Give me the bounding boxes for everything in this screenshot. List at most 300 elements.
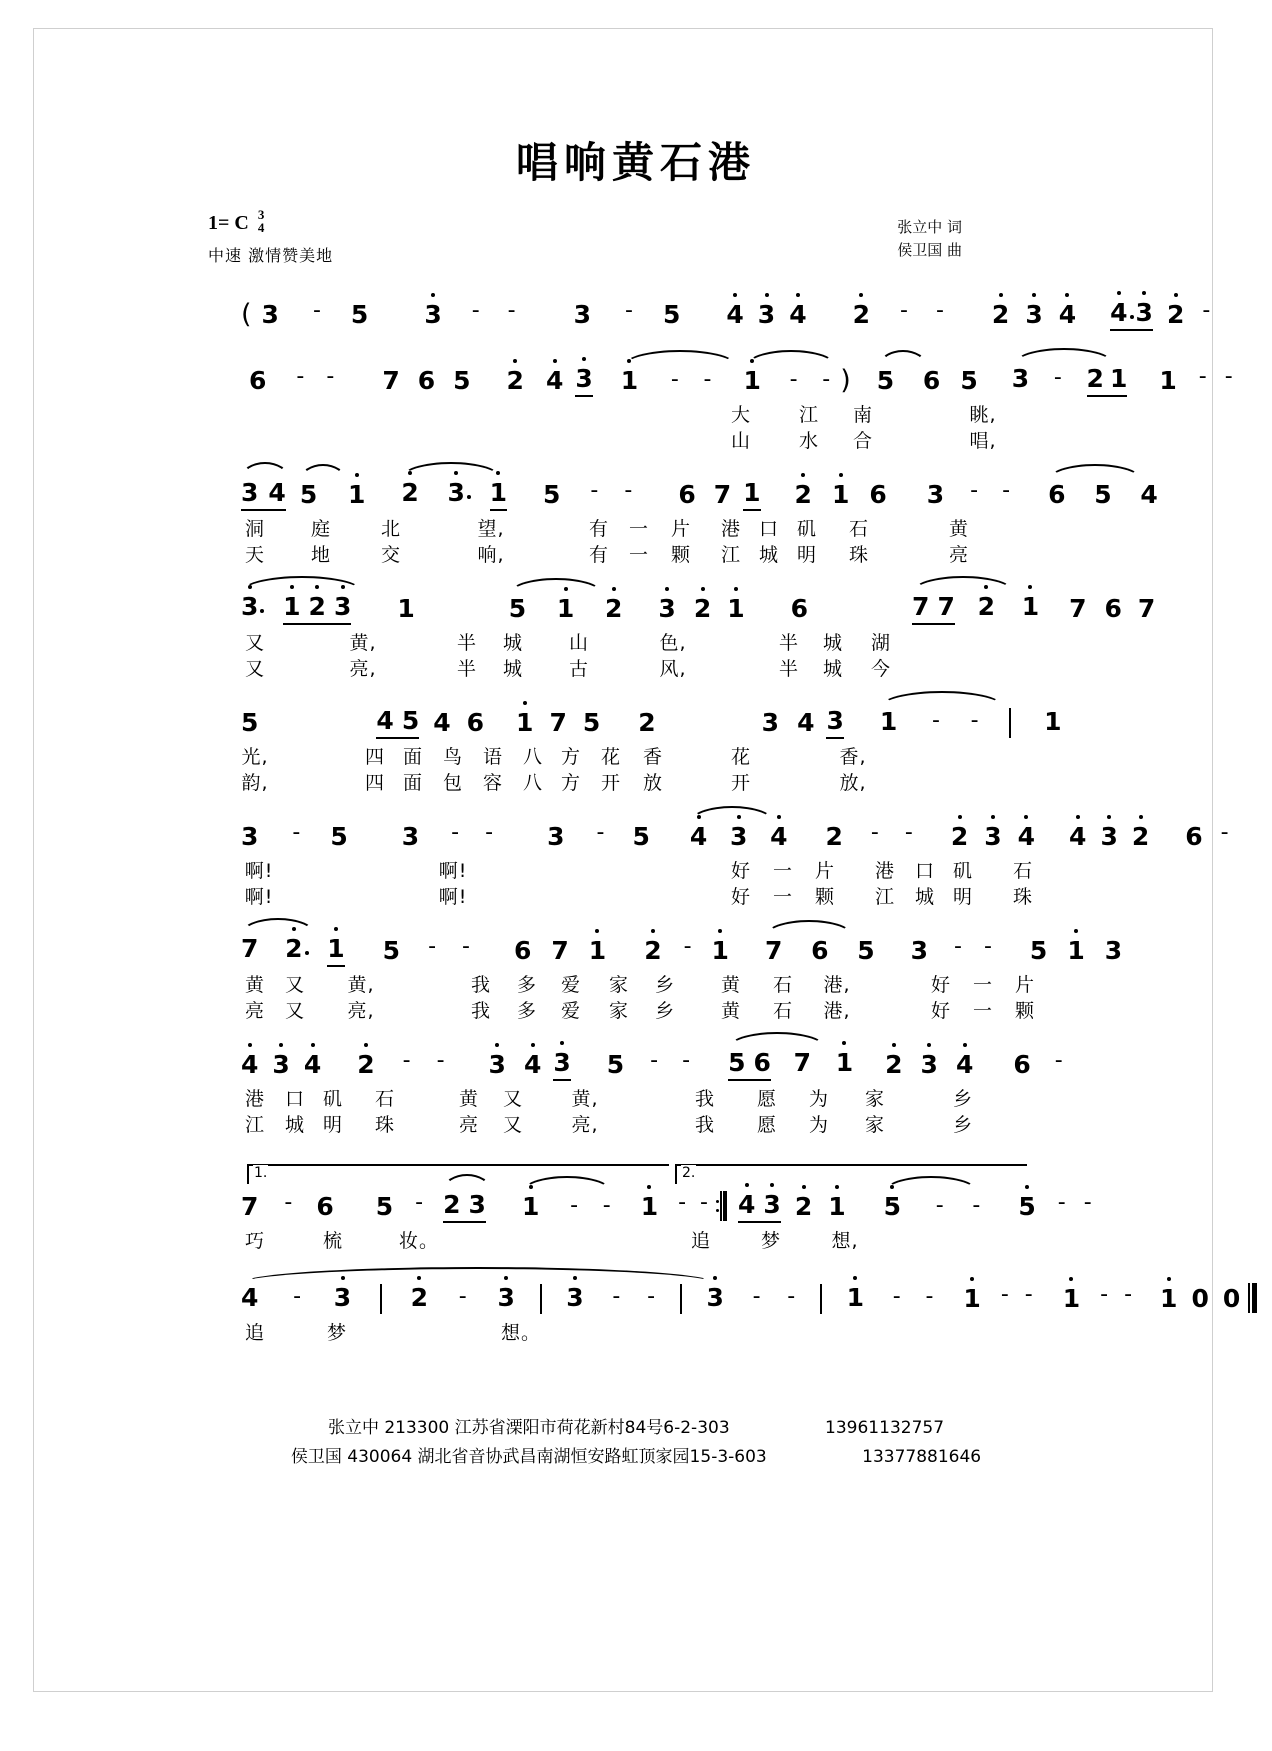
rest: 0 <box>1222 1283 1241 1313</box>
sustain-dash: - <box>602 1192 611 1218</box>
note: 4 <box>241 1282 259 1312</box>
lyrics-line-2-row-2 <box>241 426 1031 452</box>
slur <box>1048 464 1142 480</box>
lyrics-line-7-row-2 <box>241 996 1036 1022</box>
sustain-dash: - <box>935 298 944 323</box>
staff-line-7 <box>241 930 1123 970</box>
staff-line-10 <box>241 1278 1241 1318</box>
credits-block <box>897 216 962 261</box>
lyric-syllable: 半 <box>778 658 800 680</box>
lyric-syllable: 容 <box>482 772 504 794</box>
key-signature <box>208 207 333 239</box>
lyric-syllable: 又 <box>244 632 266 654</box>
lyric-syllable: 望, <box>477 518 505 540</box>
lyric-syllable: 明 <box>796 544 818 566</box>
barline <box>820 1284 822 1314</box>
lyric-syllable: 花 <box>730 746 752 768</box>
staff-line-2 <box>241 360 1233 400</box>
lyric-syllable: 好 <box>730 860 752 882</box>
lyric-syllable: 包 <box>442 772 464 794</box>
note: 6 <box>316 1191 334 1221</box>
lyric-syllable: 亮 <box>244 1000 266 1022</box>
lyric-syllable: 风, <box>659 658 687 680</box>
lyric-syllable: 有 <box>588 544 610 566</box>
sustain-dash: - <box>752 1283 761 1309</box>
sustain-dash: - <box>1057 1190 1066 1215</box>
note: 6 <box>811 935 829 965</box>
lyric-syllable: 城 <box>284 1114 306 1136</box>
lyric-syllable: 庭 <box>310 518 332 540</box>
lyric-syllable: 山 <box>730 430 752 452</box>
note: 6 <box>869 479 887 509</box>
note: 3 <box>920 1049 938 1079</box>
lyric-syllable: 天 <box>244 544 266 566</box>
lyric-syllable: 古 <box>568 658 590 680</box>
lyrics-line-3-row-2 <box>241 540 1031 566</box>
note: 5 <box>876 365 895 395</box>
note: 4 <box>433 707 451 737</box>
lyrics-line-9-row-1 <box>241 1226 1031 1252</box>
lyric-syllable: 放, <box>839 772 867 794</box>
lyric-syllable: 妆。 <box>398 1230 440 1252</box>
note: 2 <box>950 821 969 851</box>
note: 1 <box>963 1283 981 1313</box>
lyric-syllable: 多 <box>516 974 538 996</box>
composer-address: 侯卫国 430064 湖北省音协武昌南湖恒安路虹顶家园15-3-603 <box>290 1446 767 1467</box>
lyric-syllable: 梦 <box>326 1322 348 1344</box>
lyric-syllable: 啊! <box>244 886 274 908</box>
note: 2 <box>638 707 656 737</box>
note: 2 <box>693 593 712 623</box>
note: 3 <box>1100 821 1118 851</box>
lyric-syllable: 梦 <box>760 1230 782 1252</box>
sustain-dash: - <box>935 1192 944 1218</box>
note: 7 <box>713 479 732 509</box>
barline <box>1009 708 1011 738</box>
note: 1 <box>831 479 850 509</box>
lyricist-phone: 13961132757 <box>825 1418 945 1438</box>
lyric-syllable: 亮, <box>571 1114 599 1136</box>
note: 4 <box>241 1049 259 1079</box>
note: 2 <box>852 299 871 329</box>
lyric-syllable: 口 <box>914 860 936 882</box>
note: 2 <box>977 591 995 621</box>
lyric-syllable: 矶 <box>322 1088 344 1110</box>
note: 6 <box>922 365 941 395</box>
note: 4 <box>268 477 286 507</box>
barline <box>540 1284 542 1314</box>
note: 3 <box>984 821 1002 851</box>
slur <box>241 462 289 478</box>
note: 1 <box>743 477 761 507</box>
note: 2 <box>794 479 812 509</box>
lyric-syllable: 港 <box>720 518 742 540</box>
note: 1 <box>828 1191 846 1221</box>
lyricist-address: 张立中 213300 江苏省溧阳市荷花新村84号6-2-303 <box>327 1418 730 1438</box>
beam-group <box>728 1048 771 1081</box>
note: 2 <box>410 1282 429 1312</box>
sustain-dash: - <box>787 1283 796 1309</box>
note: 6 <box>753 1047 771 1077</box>
note: 2 <box>401 477 419 507</box>
note: 2 <box>885 1049 903 1079</box>
lyric-syllable: 亮, <box>347 1000 375 1022</box>
beam-group <box>826 706 843 739</box>
barline <box>380 1284 382 1314</box>
note: 1 <box>640 1191 659 1221</box>
lyric-syllable: 为 <box>808 1114 830 1136</box>
note: 5 <box>453 365 471 395</box>
note: 1 <box>521 1191 540 1221</box>
lyric-syllable: 啊! <box>438 886 468 908</box>
lyric-syllable: 黄 <box>948 518 970 540</box>
note: 1 <box>489 477 507 507</box>
lyric-syllable: 珠 <box>848 544 870 566</box>
slur <box>623 350 737 366</box>
lyric-syllable: 家 <box>608 974 630 996</box>
note: 6 <box>513 935 532 965</box>
lyric-syllable: 韵, <box>241 772 269 794</box>
sustain-dash: - <box>1100 1282 1109 1307</box>
lyric-syllable: 山 <box>568 632 590 654</box>
sustain-dash: - <box>1198 364 1207 389</box>
sustain-dash: - <box>678 1190 687 1215</box>
note: 5 <box>330 821 348 851</box>
lyric-syllable: 一 <box>772 860 794 882</box>
lyrics-line-10-row-1 <box>241 1318 1031 1344</box>
lyric-syllable: 追 <box>244 1322 266 1344</box>
lyric-syllable: 又 <box>284 1000 306 1022</box>
note: 2 <box>443 1189 461 1219</box>
note: 6 <box>417 365 436 395</box>
note: 4 <box>1140 479 1158 509</box>
note: 3 <box>261 299 279 329</box>
lyric-syllable: 半 <box>778 632 800 654</box>
slur <box>746 350 836 366</box>
lyric-syllable: 亮 <box>948 544 970 566</box>
beam-group <box>443 1190 486 1223</box>
note: 6 <box>1185 821 1203 851</box>
lyric-syllable: 我 <box>694 1088 716 1110</box>
sustain-dash: - <box>682 1048 691 1073</box>
lyric-syllable: 方 <box>560 746 582 768</box>
lyric-syllable: 矶 <box>796 518 818 540</box>
lyric-syllable: 眺, <box>969 404 997 426</box>
lyric-syllable: 一 <box>628 544 650 566</box>
beam-group <box>575 364 592 397</box>
note: 3 <box>575 363 593 393</box>
lyric-syllable: 又 <box>244 658 266 680</box>
lyrics-line-8-row-2 <box>241 1110 1031 1136</box>
lyric-syllable: 多 <box>516 1000 538 1022</box>
note: 1 <box>835 1047 854 1077</box>
note: 3 <box>333 591 352 621</box>
time-numerator: 3 <box>257 207 265 222</box>
sustain-dash: - <box>789 366 798 392</box>
lyric-syllable: 香, <box>839 746 867 768</box>
note: 1 <box>1160 1283 1178 1313</box>
lyrics-line-5-row-2 <box>241 768 1031 794</box>
lyric-syllable: 四 <box>364 746 386 768</box>
lyric-syllable: 响, <box>477 544 505 566</box>
open-paren: ( <box>241 298 252 330</box>
note: 1 <box>283 591 301 621</box>
sustain-dash: - <box>650 1048 659 1073</box>
note: 3 <box>468 1189 486 1219</box>
sustain-dash: - <box>451 820 460 845</box>
lyric-syllable: 片 <box>814 860 836 882</box>
lyric-syllable: 啊! <box>438 860 468 882</box>
note: 4 <box>1110 297 1128 327</box>
lyric-syllable: 为 <box>808 1088 830 1110</box>
lyric-syllable: 石 <box>772 974 794 996</box>
note: 3 <box>497 1282 515 1312</box>
beam-group <box>241 478 286 511</box>
lyric-syllable: 花 <box>600 746 622 768</box>
first-ending-label: 1. <box>254 1165 268 1181</box>
note: 5 <box>582 707 601 737</box>
augmentation-dot <box>260 609 264 613</box>
note: 6 <box>249 365 267 395</box>
note: 5 <box>543 479 561 509</box>
lyric-syllable: 八 <box>522 746 544 768</box>
lyric-syllable: 又 <box>502 1088 524 1110</box>
augmentation-dot <box>1130 315 1134 319</box>
sustain-dash: - <box>1220 820 1229 845</box>
sustain-dash: - <box>670 366 679 392</box>
lyric-syllable: 我 <box>470 974 492 996</box>
sustain-dash: - <box>1054 1048 1063 1073</box>
note: 5 <box>728 1047 746 1077</box>
note: 5 <box>1018 1191 1036 1221</box>
note: 1 <box>1021 591 1040 621</box>
lyric-syllable: 黄, <box>347 974 375 996</box>
sustain-dash: - <box>415 1190 424 1215</box>
lyric-syllable: 黄, <box>571 1088 599 1110</box>
note: 7 <box>912 591 930 621</box>
note: 3 <box>424 299 442 329</box>
sustain-dash: - <box>1224 364 1233 389</box>
lyric-syllable: 地 <box>310 544 332 566</box>
lyric-syllable: 半 <box>456 632 478 654</box>
note: 5 <box>632 821 650 851</box>
lyric-syllable: 石 <box>1012 860 1034 882</box>
lyric-syllable: 黄, <box>349 632 377 654</box>
lyric-syllable: 片 <box>670 518 692 540</box>
note: 4 <box>1069 821 1087 851</box>
note: 2 <box>794 1191 813 1221</box>
note: 4 <box>523 1049 542 1079</box>
lyric-syllable: 港 <box>874 860 896 882</box>
lyric-syllable: 颗 <box>670 544 692 566</box>
lyric-syllable: 我 <box>470 1000 492 1022</box>
footer-contacts <box>0 1414 1272 1472</box>
sustain-dash: - <box>1202 298 1211 323</box>
sustain-dash: - <box>326 364 335 389</box>
sustain-dash: - <box>970 478 979 503</box>
lyrics-line-7-row-1 <box>241 970 1036 996</box>
slur <box>509 578 603 594</box>
note: 3 <box>926 479 945 509</box>
lyrics-line-4-row-1 <box>241 628 1031 654</box>
note: 1 <box>588 935 607 965</box>
note: 3 <box>333 1282 352 1312</box>
key-and-tempo-block <box>208 207 334 265</box>
note: 7 <box>1137 593 1156 623</box>
note: 6 <box>1048 479 1066 509</box>
staff-line-5 <box>241 702 1062 742</box>
sustain-dash: - <box>625 298 633 323</box>
note: 7 <box>551 935 569 965</box>
note: 3 <box>1104 935 1123 965</box>
lyric-syllable: 梳 <box>322 1230 344 1252</box>
lyric-syllable: 黄 <box>458 1088 480 1110</box>
footer-row-lyricist <box>0 1414 1272 1443</box>
note: 2 <box>991 299 1010 329</box>
lyric-syllable: 方 <box>560 772 582 794</box>
note: 5 <box>382 935 401 965</box>
slur <box>241 918 315 934</box>
note: 6 <box>678 479 696 509</box>
staff-line-3 <box>241 474 1158 514</box>
key-symbol: 1 <box>208 212 218 234</box>
lyric-syllable: 江 <box>874 886 896 908</box>
note: 3 <box>573 299 592 329</box>
sustain-dash: - <box>1124 1282 1133 1307</box>
note: 3 <box>241 821 259 851</box>
slur <box>241 1267 715 1283</box>
note: 7 <box>1069 593 1087 623</box>
lyric-syllable: 城 <box>502 658 524 680</box>
note: 6 <box>790 593 809 623</box>
beam-group <box>490 478 507 511</box>
staff-line-8 <box>241 1044 1063 1084</box>
note: 5 <box>960 365 978 395</box>
lyric-syllable: 语 <box>482 746 504 768</box>
composer-phone: 13377881646 <box>862 1446 982 1467</box>
note: 5 <box>883 1191 902 1221</box>
note: 1 <box>879 706 898 736</box>
note: 5 <box>299 479 318 509</box>
note: 5 <box>606 1049 625 1079</box>
note: 3 <box>401 821 420 851</box>
lyric-syllable: 乡 <box>952 1114 974 1136</box>
sustain-dash: - <box>954 934 962 959</box>
sustain-dash: - <box>647 1283 656 1309</box>
lyric-syllable: 愿 <box>756 1114 778 1136</box>
sustain-dash: - <box>507 298 516 323</box>
note: 2 <box>1131 821 1150 851</box>
sustain-dash: - <box>1000 1282 1009 1307</box>
lyric-syllable: 黄 <box>720 974 742 996</box>
beam-group <box>743 478 760 511</box>
lyric-syllable: 明 <box>322 1114 344 1136</box>
lyric-syllable: 八 <box>522 772 544 794</box>
note: 3 <box>761 707 780 737</box>
sustain-dash: - <box>612 1283 621 1309</box>
key-equals: = C <box>218 212 249 234</box>
lyric-syllable: 港, <box>823 974 851 996</box>
lyric-syllable: 有 <box>588 518 610 540</box>
lyric-syllable: 港 <box>244 1088 266 1110</box>
staff-line-1 <box>241 294 1211 334</box>
note: 4 <box>689 821 708 851</box>
beam-group <box>912 592 955 625</box>
note: 5 <box>241 707 259 737</box>
sustain-dash: - <box>596 820 605 845</box>
lyric-syllable: 放 <box>642 772 664 794</box>
note: 3 <box>447 477 465 507</box>
sustain-dash: - <box>983 934 992 959</box>
note: 3 <box>729 821 748 851</box>
note: 1 <box>397 593 415 623</box>
sustain-dash: - <box>892 1283 901 1309</box>
sustain-dash: - <box>925 1283 934 1309</box>
note: 2 <box>308 591 326 621</box>
note: 4 <box>545 365 564 395</box>
rest: 0 <box>1191 1283 1209 1313</box>
lyric-syllable: 江 <box>244 1114 266 1136</box>
note: 3 <box>272 1049 290 1079</box>
lyric-syllable: 北 <box>380 518 402 540</box>
note: 3 <box>488 1049 506 1079</box>
page-title: 唱响黄石港 <box>515 138 756 187</box>
lyric-syllable: 颗 <box>1014 1000 1036 1022</box>
beam-group <box>738 1190 781 1223</box>
lyric-syllable: 石 <box>374 1088 396 1110</box>
lyric-syllable: 水 <box>798 430 820 452</box>
lyric-syllable: 巧 <box>244 1230 266 1252</box>
note: 4 <box>303 1049 322 1079</box>
note: 2 <box>357 1049 375 1079</box>
sustain-dash: - <box>485 820 494 845</box>
sustain-dash: - <box>296 364 305 389</box>
barline <box>680 1284 682 1314</box>
lyric-syllable: 又 <box>502 1114 524 1136</box>
note: 4 <box>789 299 807 329</box>
sustain-dash: - <box>700 1190 708 1215</box>
lyric-syllable: 石 <box>772 1000 794 1022</box>
note: 7 <box>937 591 955 621</box>
lyrics-line-6-row-1 <box>241 856 1034 882</box>
second-ending-label: 2. <box>682 1165 696 1181</box>
lyric-syllable: 南 <box>852 404 874 426</box>
sustain-dash: - <box>932 707 940 733</box>
note: 5 <box>1029 935 1048 965</box>
lyric-syllable: 家 <box>608 1000 630 1022</box>
note: 2 <box>644 935 662 965</box>
lyric-syllable: 交 <box>380 544 402 566</box>
note: 1 <box>711 935 729 965</box>
note: 7 <box>549 707 567 737</box>
note: 2 <box>1166 299 1185 329</box>
sustain-dash: - <box>436 1048 445 1073</box>
lyric-syllable: 我 <box>694 1114 716 1136</box>
note: 1 <box>1044 706 1062 736</box>
lyric-syllable: 亮, <box>349 658 377 680</box>
sustain-dash: - <box>284 1190 293 1215</box>
augmentation-dot <box>305 951 309 955</box>
note: 1 <box>727 593 745 623</box>
lyric-syllable: 又 <box>284 974 306 996</box>
note: 6 <box>1013 1049 1031 1079</box>
beam-group <box>283 592 351 625</box>
note: 7 <box>793 1047 811 1077</box>
note: 4 <box>726 299 744 329</box>
lyric-syllable: 湖 <box>870 632 892 654</box>
note: 3 <box>553 1047 571 1077</box>
note: 2 <box>1086 363 1104 393</box>
